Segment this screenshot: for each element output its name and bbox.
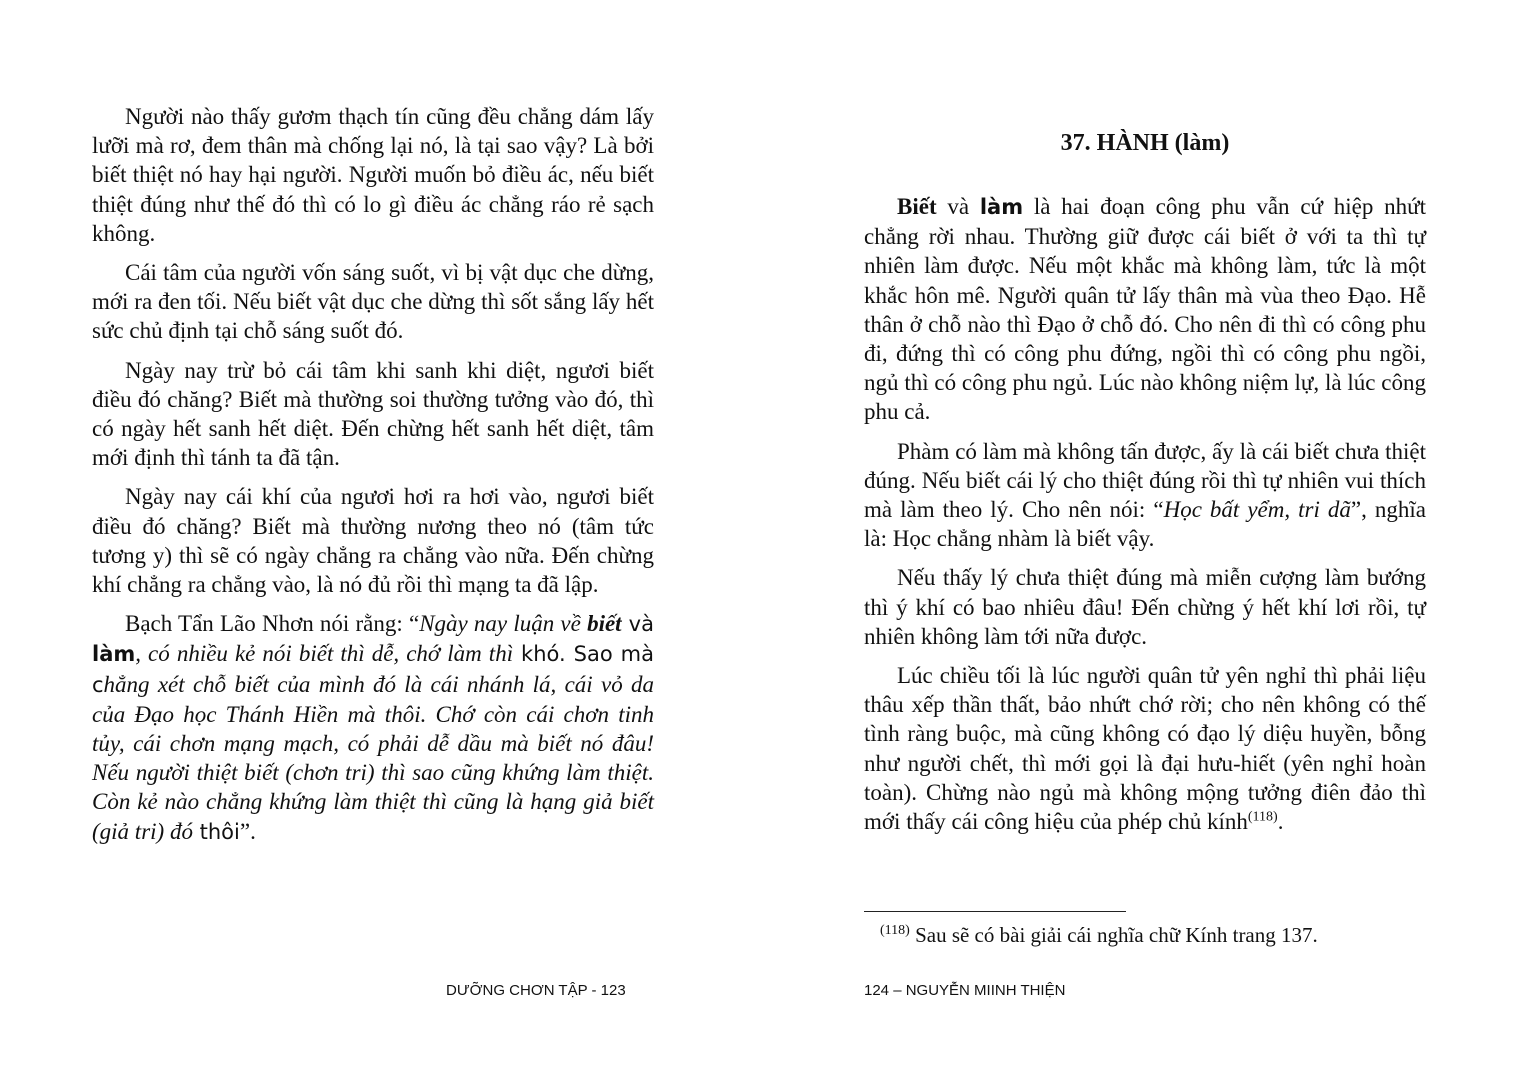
text-fragment: và (936, 194, 980, 219)
footnote-reference: (118) (1247, 809, 1278, 825)
section-heading: 37. HÀNH (làm) (1060, 130, 1230, 156)
paragraph: Cái tâm của người vốn sáng suốt, vì bị vật dục che dừng, mới ra đen tối. Nếu biết vật dục che dừng thì sốt sắng lấy hết sức chủ định tại chỗ sáng suốt đó. (92, 260, 654, 344)
italic-phrase: Học bất yểm, tri dã (1163, 497, 1351, 523)
quote-italic-2: , có nhiều kẻ nói biết thì dễ, chớ làm thì (135, 641, 514, 667)
paragraph (864, 192, 1426, 427)
quote-lead: Bạch Tẩn Lão Nhơn nói rằng: “ (125, 611, 420, 637)
text-fragment: ”, nghĩa là: Học chẳng nhàm là biết vậy. (864, 497, 1427, 552)
quote-sans-mid: khó. Sao mà c (92, 642, 654, 697)
quote-sans-end: thôi (192, 819, 240, 844)
text-fragment: là hai đoạn công phu vẫn cứ hiệp nhứt chẳng rời nhau. Thường giữ được cái biết ở với ta thì tự nhiên làm được. Nếu một khắc mà không làm, tức là một khắc hôn mê. Người quân tử lấy thân mà vùa theo Đạo. Hễ thân ở chỗ nào thì Đạo ở chỗ đó. Cho nên đi thì có công phu đi, đứng thì có công phu đứng, ngồi thì có công phu ngồi, ngủ thì có công phu ngủ. Lúc nào không niệm lự, là lúc công phu cả. (864, 194, 1426, 425)
text-fragment: . (1277, 809, 1284, 835)
footnote-text: Sau sẽ có bài giải cái nghĩa chữ Kính trang 137. (909, 923, 1318, 947)
right-text-column (864, 192, 1426, 846)
bold-word: làm (979, 195, 1024, 219)
bold-word: Biết (897, 194, 937, 219)
footnote-mark: (118) (880, 923, 910, 938)
paragraph: Ngày nay cái khí của ngươi hơi ra hơi vào, ngươi biết điều đó chăng? Biết mà thường nương theo nó (tâm tức tương y) thì sẽ có ngày chẳng ra chẳng vào nữa. Đến chừng khí chẳng ra chẳng vào, là nó đủ rồi thì mạng ta đã lập. (92, 484, 654, 598)
right-page (760, 0, 1520, 1076)
text-fragment: Phàm có làm mà không tấn được, ấy là cái biết chưa thiệt đúng. Nếu biết cái lý cho thiệt đúng rồi thì tự nhiên vui thích mà làm theo lý. Cho nên nói: “ (864, 438, 1426, 523)
quote-italic-1: Ngày nay luận về (419, 611, 581, 637)
left-text-column (92, 102, 654, 857)
paragraph (864, 661, 1426, 836)
paragraph: Ngày nay trừ bỏ cái tâm khi sanh khi diệt, ngươi biết điều đó chăng? Biết mà thường soi thường tưởng vào đó, thì có ngày hết sanh hết diệt. Đến chừng hết sanh hết diệt, tâm mới định thì tánh ta đã tận. (92, 357, 654, 471)
quote-sans-va: và (621, 612, 654, 637)
paragraph: Người nào thấy gươm thạch tín cũng đều chẳng dám lấy lưỡi mà rơ, đem thân mà chống lại nó, là tại sao vậy? Là bởi biết thiệt nó hay hại người. Người muốn bỏ điều ác, nếu biết thiệt đúng như thế đó thì có lo gì điều ác chẳng ráo rẻ sạch không. (92, 104, 654, 246)
quote-close: ”. (239, 818, 256, 844)
footnote-divider (864, 911, 1126, 912)
quote-bold-italic-word: biết (587, 611, 622, 637)
footnote (880, 921, 1440, 949)
quote-italic-3: hẳng xét chỗ biết của mình đó là cái nhánh lá, cái vỏ da của Đạo học Thánh Hiền mà thôi. Chớ còn cái chơn tinh tủy, cái chơn mạng mạch, có phải dễ dầu mà biết nó đâu! Nếu người thiệt biết (chơn tri) thì sao cũng khứng làm thiệt. Còn kẻ nào chẳng khứng làm thiệt thì cũng là hạng giả biết (giả tri) đó (92, 671, 654, 844)
paragraph (864, 437, 1426, 554)
quote-bold-word: làm (92, 642, 136, 667)
text-fragment: Lúc chiều tối là lúc người quân tử yên nghỉ thì phải liệu thâu xếp thần thất, bảo nhứt chớ rời; cho nên không có thế tình ràng buộc, mà cũng không có đạo lý diệu huyền, bỗng như người chết, thì mới gọi là đại hưu-hiết (yên nghỉ hoàn toàn). Chừng nào ngủ mà không mộng tưởng điên đảo thì mới thấy cái công hiệu của phép chủ kính (864, 663, 1426, 835)
page-footer: 124 – NGUYỄN MIINH THIỆN (864, 982, 1066, 999)
page-footer: DƯỠNG CHƠN TẬP - 123 (446, 982, 626, 999)
paragraph: Nếu thấy lý chưa thiệt đúng mà miễn cượng làm bướng thì ý khí có bao nhiêu đâu! Đến chừng ý hết khí lơi rồi, tự nhiên không làm tới nữa được. (864, 565, 1426, 649)
quote-paragraph (92, 609, 654, 847)
